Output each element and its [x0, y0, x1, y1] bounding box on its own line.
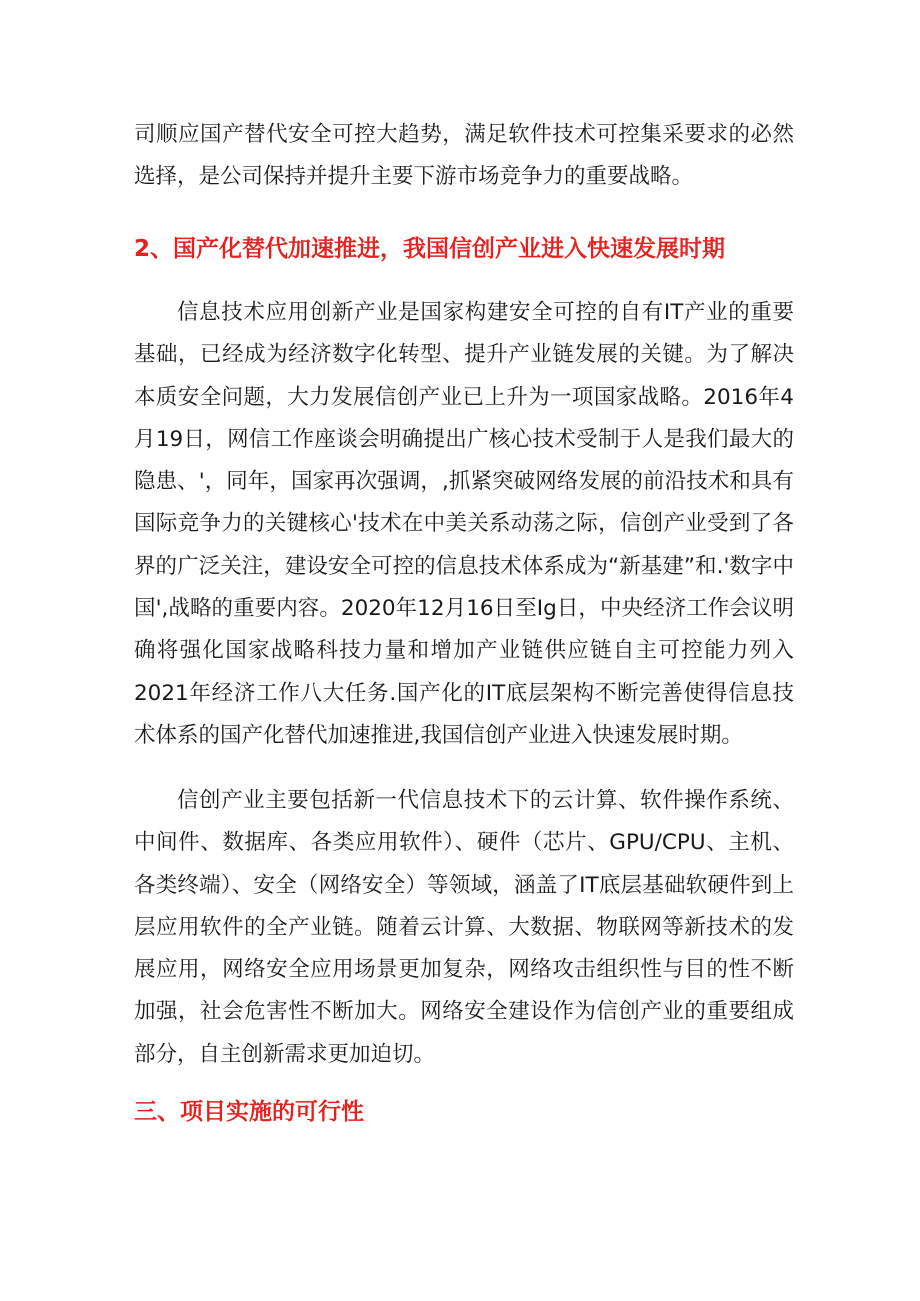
body-paragraph-1: 信息技术应用创新产业是国家构建安全可控的自有IT产业的重要基础，已经成为经济数字化转型、提升产业链发展的关键。为了解决本质安全问题，大力发展信创产业已上升为一项国家战略。2016年4月19日，网信工作座谈会明确提出广核心技术受制于人是我们最大的隐患、'，同年，国家再次强调，,抓紧突破网络发展的前沿技术和具有国际竞争力的关键核心'技术在中美关系动荡之际，信创产业受到了各界的广泛关注，建设安全可控的信息技术体系成为“新基建”和.'数字中国',战略的重要内容。2020年12月16日至Ig日，中央经济工作会议明确将强化国家战略科技力量和增加产业链供应链自主可控能力列入2021年经济工作八大任务.国产化的IT底层架构不断完善使得信息技术体系的国产化替代加速推进,我国信创产业进入快速发展时期。	[134, 300, 794, 748]
body-paragraph-2: 信创产业主要包括新一代信息技术下的云计算、软件操作系统、中间件、数据库、各类应用软件）、硬件（芯片、GPU/CPU、主机、各类终端）、安全（网络安全）等领域，涵盖了IT底层基础软硬件到上层应用软件的全产业链。随着云计算、大数据、物联网等新技术的发展应用，网络安全应用场景更加复杂，网络攻击组织性与目的性不断加强，社会危害性不断加大。网络安全建设作为信创产业的重要组成部分，自主创新需求更加迫切。	[134, 788, 794, 1067]
intro-paragraph: 司顺应国产替代安全可控大趋势，满足软件技术可控集采要求的必然选择，是公司保持并提升主要下游市场竞争力的重要战略。	[134, 122, 794, 190]
section-heading: 2、国产化替代加速推进，我国信创产业进入快速发展时期	[134, 236, 726, 262]
chapter-heading: 三、项目实施的可行性	[134, 1099, 364, 1125]
